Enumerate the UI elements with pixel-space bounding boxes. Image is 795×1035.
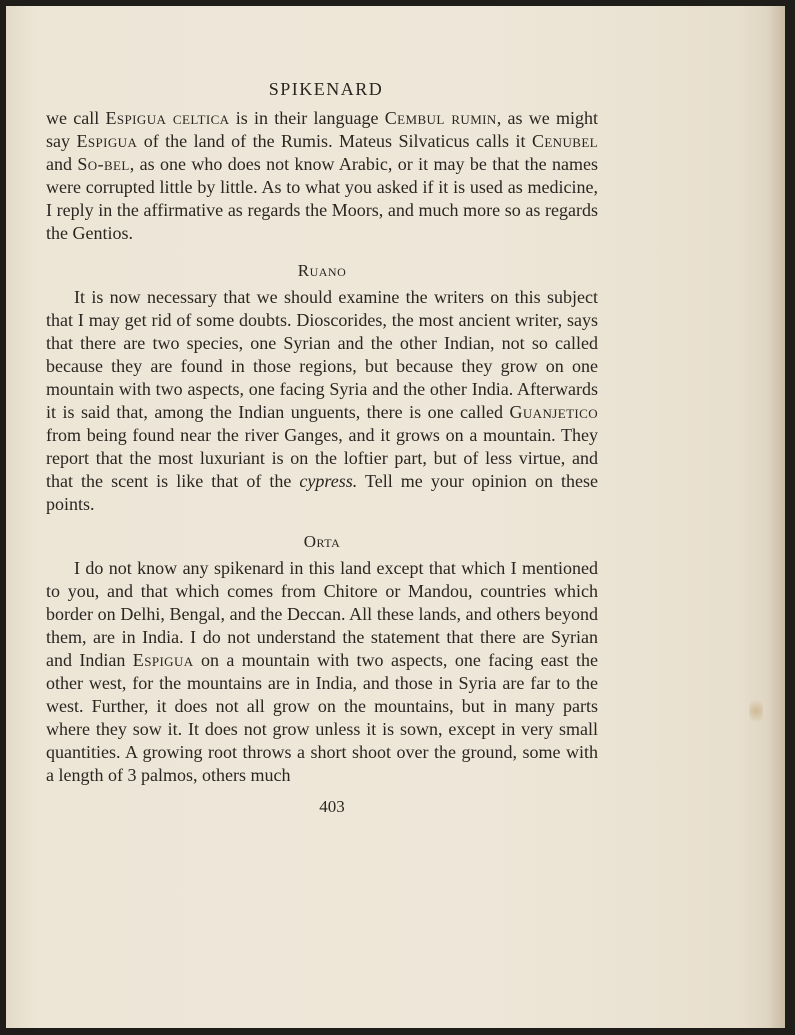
page-edge-shadow xyxy=(767,6,785,1028)
text-run: I do not know any spikenard in this land except that which I mentioned to you, and that which comes from Chitore or Mandou, countries which border on Delhi, Bengal, and the Deccan. All these lands, and others beyond them, are in India. I do not understand the statement that there are Syrian and Indian xyxy=(46,558,598,670)
paragraph-2 xyxy=(46,286,598,516)
paragraph-3 xyxy=(46,557,598,787)
text-run: , as we might say xyxy=(46,108,598,151)
small-caps-term: So-bel xyxy=(77,154,130,174)
speaker-heading-ruano: Ruano xyxy=(297,261,347,280)
running-head: SPIKENARD xyxy=(268,79,384,99)
text-run: from being found near the river Ganges, and it grows on a mountain. They report that the most luxuriant is on the loftier part, but of less virtue, and that the scent is like that of the xyxy=(46,425,598,491)
text-run: we call xyxy=(46,108,106,128)
small-caps-term: Espigua celtica xyxy=(105,108,230,128)
small-caps-term: Espigua xyxy=(132,650,194,670)
small-caps-term: Cembul rumin xyxy=(384,108,497,128)
text-run: , as one who does not know Arabic, or it may be that the names were corrupted little by little. As to what you asked if it is used as medicine, I reply in the affirmative as regards the Moors, and much more so as regards the Gentios. xyxy=(46,154,598,243)
paper-stain xyxy=(749,696,763,726)
text-run: It is now necessary that we should examine the writers on this subject that I may get rid of some doubts. Dioscorides, the most ancient writer, says that there are two species, one Syrian and the other Indian, not so called because they are found in those regions, but because they grow on one mountain with two aspects, one facing Syria and the other India. Afterwards it is said that, among the Indian unguents, there is one called xyxy=(46,287,598,422)
text-run: is in their language xyxy=(229,108,385,128)
book-page xyxy=(6,6,785,1028)
speaker-heading-orta: Orta xyxy=(303,532,341,551)
page-number: 403 xyxy=(319,797,345,816)
small-caps-term: Cenubel xyxy=(531,131,599,151)
text-run: of the land of the Rumis. Mateus Silvaticus calls it xyxy=(137,131,532,151)
text-run: on a mountain with two aspects, one facing east the other west, for the mountains are in India, and those in Syria are far to the west. Further, it does not all grow on the mountains, but in many parts where they sow it. It does not grow unless it is sown, except in very small quantities. A growing root throws a short shoot over the ground, some with a length of 3 palmos, others much xyxy=(46,650,598,785)
text-run: and xyxy=(46,154,78,174)
text-run: Tell me your opinion on these points. xyxy=(46,471,598,514)
italic-term: cypress. xyxy=(299,471,358,491)
small-caps-term: Espigua xyxy=(76,131,138,151)
paragraph-1 xyxy=(46,107,598,245)
text-block xyxy=(46,78,598,818)
small-caps-term: Guanjetico xyxy=(509,402,598,422)
